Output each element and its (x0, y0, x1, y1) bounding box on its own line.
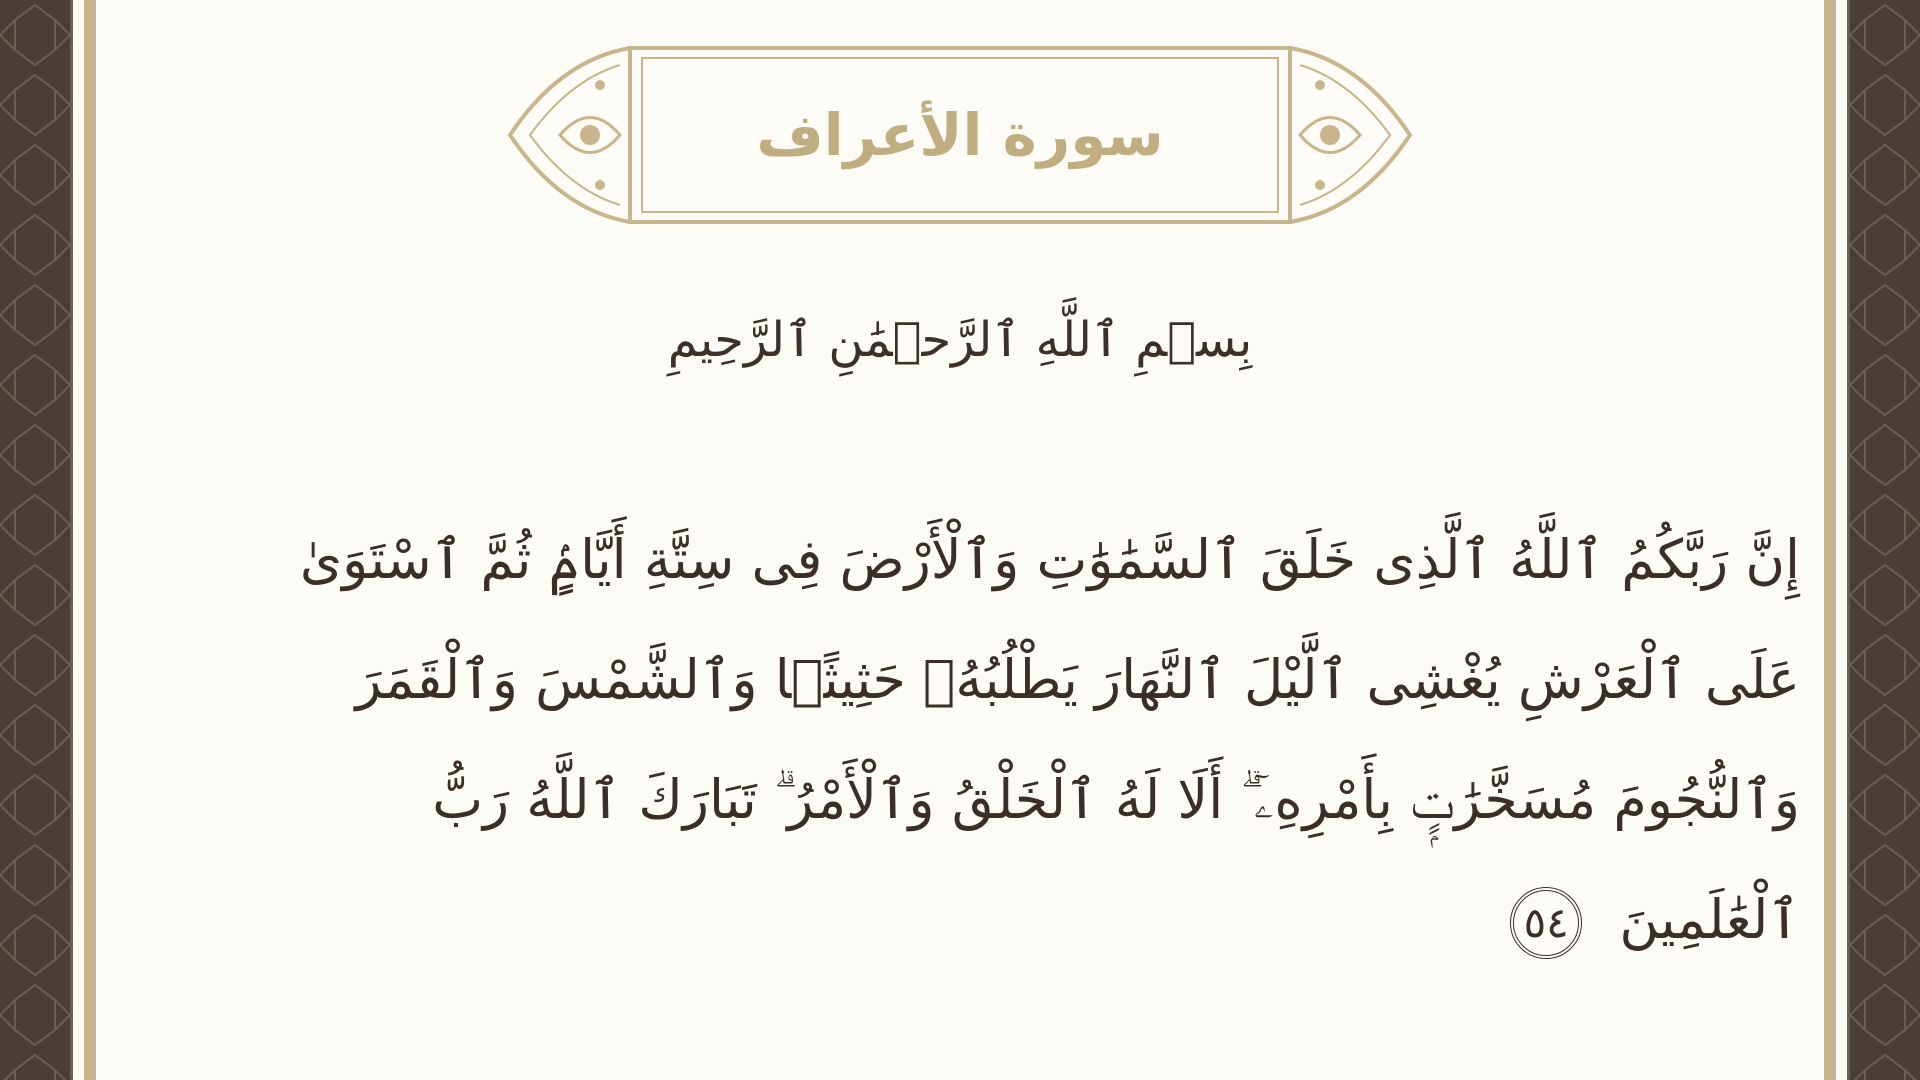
left-ornamental-border (0, 0, 70, 1080)
verse-line-last (200, 860, 1800, 980)
right-inner-edge (1847, 0, 1850, 1080)
right-gold-rule (1824, 0, 1836, 1080)
left-inner-edge (70, 0, 73, 1080)
verse-line: وَٱلنُّجُومَ مُسَخَّرَٰتٍۭ بِأَمْرِهِۦٓ ۗ أَلَا لَهُ ٱلْخَلْقُ وَٱلْأَمْرُ ۗ تَبَارَكَ ٱللَّهُ رَبُّ (432, 768, 1800, 831)
verse-line: إِنَّ رَبَّكُمُ ٱللَّهُ ٱلَّذِى خَلَقَ ٱلسَّمَٰوَٰتِ وَٱلْأَرْضَ فِى سِتَّةِ أَيَّامٍۢ ثُمَّ ٱسْتَوَىٰ (299, 528, 1800, 591)
left-border-pattern (0, 0, 70, 1080)
basmala: بِسۡمِ ٱللَّهِ ٱلرَّحۡمَٰنِ ٱلرَّحِيمِ (667, 312, 1253, 368)
verse-text (200, 500, 1800, 980)
verse-line: عَلَى ٱلْعَرْشِ يُغْشِى ٱلَّيْلَ ٱلنَّهَارَ يَطْلُبُهُۥ حَثِيثًۭا وَٱلشَّمْسَ وَٱلْقَمَرَ (355, 648, 1800, 711)
verse-line-text: ٱلْعَٰلَمِينَ (1619, 888, 1800, 951)
surah-title: سورة الأعراف (756, 101, 1164, 169)
left-gold-rule (84, 0, 96, 1080)
ayah-number-marker: ٥٤ (1510, 887, 1582, 959)
right-border-pattern (1850, 0, 1920, 1080)
right-ornamental-border (1850, 0, 1920, 1080)
surah-title-frame (500, 40, 1420, 230)
